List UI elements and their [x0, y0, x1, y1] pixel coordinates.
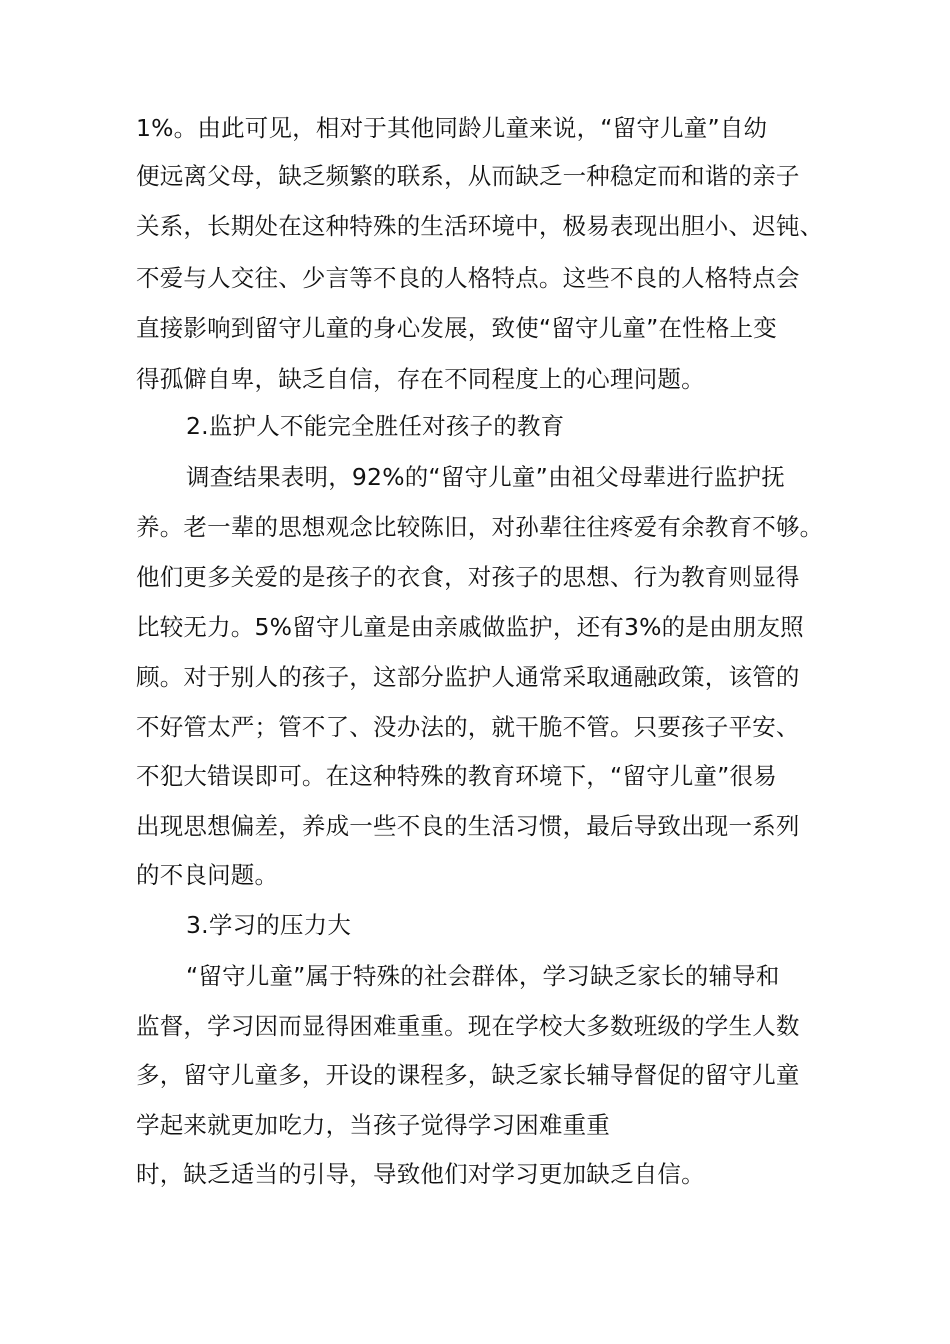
section-heading-3: 3.学习的压力大 [186, 911, 352, 939]
paragraph-line-2: 便远离父母，缺乏频繁的联系，从而缺乏一种稳定而和谐的亲子 [136, 162, 800, 190]
paragraph-line-16: “留守儿童”属于特殊的社会群体，学习缺乏家长的辅导和 [186, 962, 780, 990]
paragraph-line-10: 比较无力。5%留守儿童是由亲戚做监护，还有3%的是由朋友照 [136, 613, 804, 641]
paragraph-line-17: 监督，学习因而显得困难重重。现在学校大多数班级的学生人数 [136, 1012, 800, 1040]
paragraph-line-1: 1%。由此可见，相对于其他同龄儿童来说，“留守儿童”自幼 [136, 114, 768, 142]
paragraph-line-11: 顾。对于别人的孩子，这部分监护人通常采取通融政策，该管的 [136, 663, 800, 691]
paragraph-line-15: 的不良问题。 [136, 861, 279, 889]
paragraph-line-5: 直接影响到留守儿童的身心发展，致使“留守儿童”在性格上变 [136, 314, 777, 342]
paragraph-line-4: 不爱与人交往、少言等不良的人格特点。这些不良的人格特点会 [136, 264, 800, 292]
paragraph-line-8: 养。老一辈的思想观念比较陈旧，对孙辈往往疼爱有余教育不够。 [136, 513, 824, 541]
paragraph-line-20: 时，缺乏适当的引导，导致他们对学习更加缺乏自信。 [136, 1160, 705, 1188]
section-heading-2: 2.监护人不能完全胜任对孩子的教育 [186, 412, 565, 440]
paragraph-line-7: 调查结果表明，92%的“留守儿童”由祖父母辈进行监护抚 [186, 463, 785, 491]
paragraph-line-13: 不犯大错误即可。在这种特殊的教育环境下，“留守儿童”很易 [136, 762, 777, 790]
paragraph-line-12: 不好管太严；管不了、没办法的，就干脆不管。只要孩子平安、 [136, 713, 800, 741]
paragraph-line-14: 出现思想偏差，养成一些不良的生活习惯，最后导致出现一系列 [136, 812, 800, 840]
paragraph-line-6: 得孤僻自卑，缺乏自信，存在不同程度上的心理问题。 [136, 365, 705, 393]
paragraph-line-9: 他们更多关爱的是孩子的衣食，对孩子的思想、行为教育则显得 [136, 563, 800, 591]
paragraph-line-19: 学起来就更加吃力，当孩子觉得学习困难重重 [136, 1111, 610, 1139]
paragraph-line-3: 关系，长期处在这种特殊的生活环境中，极易表现出胆小、迟钝、 [136, 212, 824, 240]
paragraph-line-18: 多，留守儿童多，开设的课程多，缺乏家长辅导督促的留守儿童 [136, 1061, 800, 1089]
